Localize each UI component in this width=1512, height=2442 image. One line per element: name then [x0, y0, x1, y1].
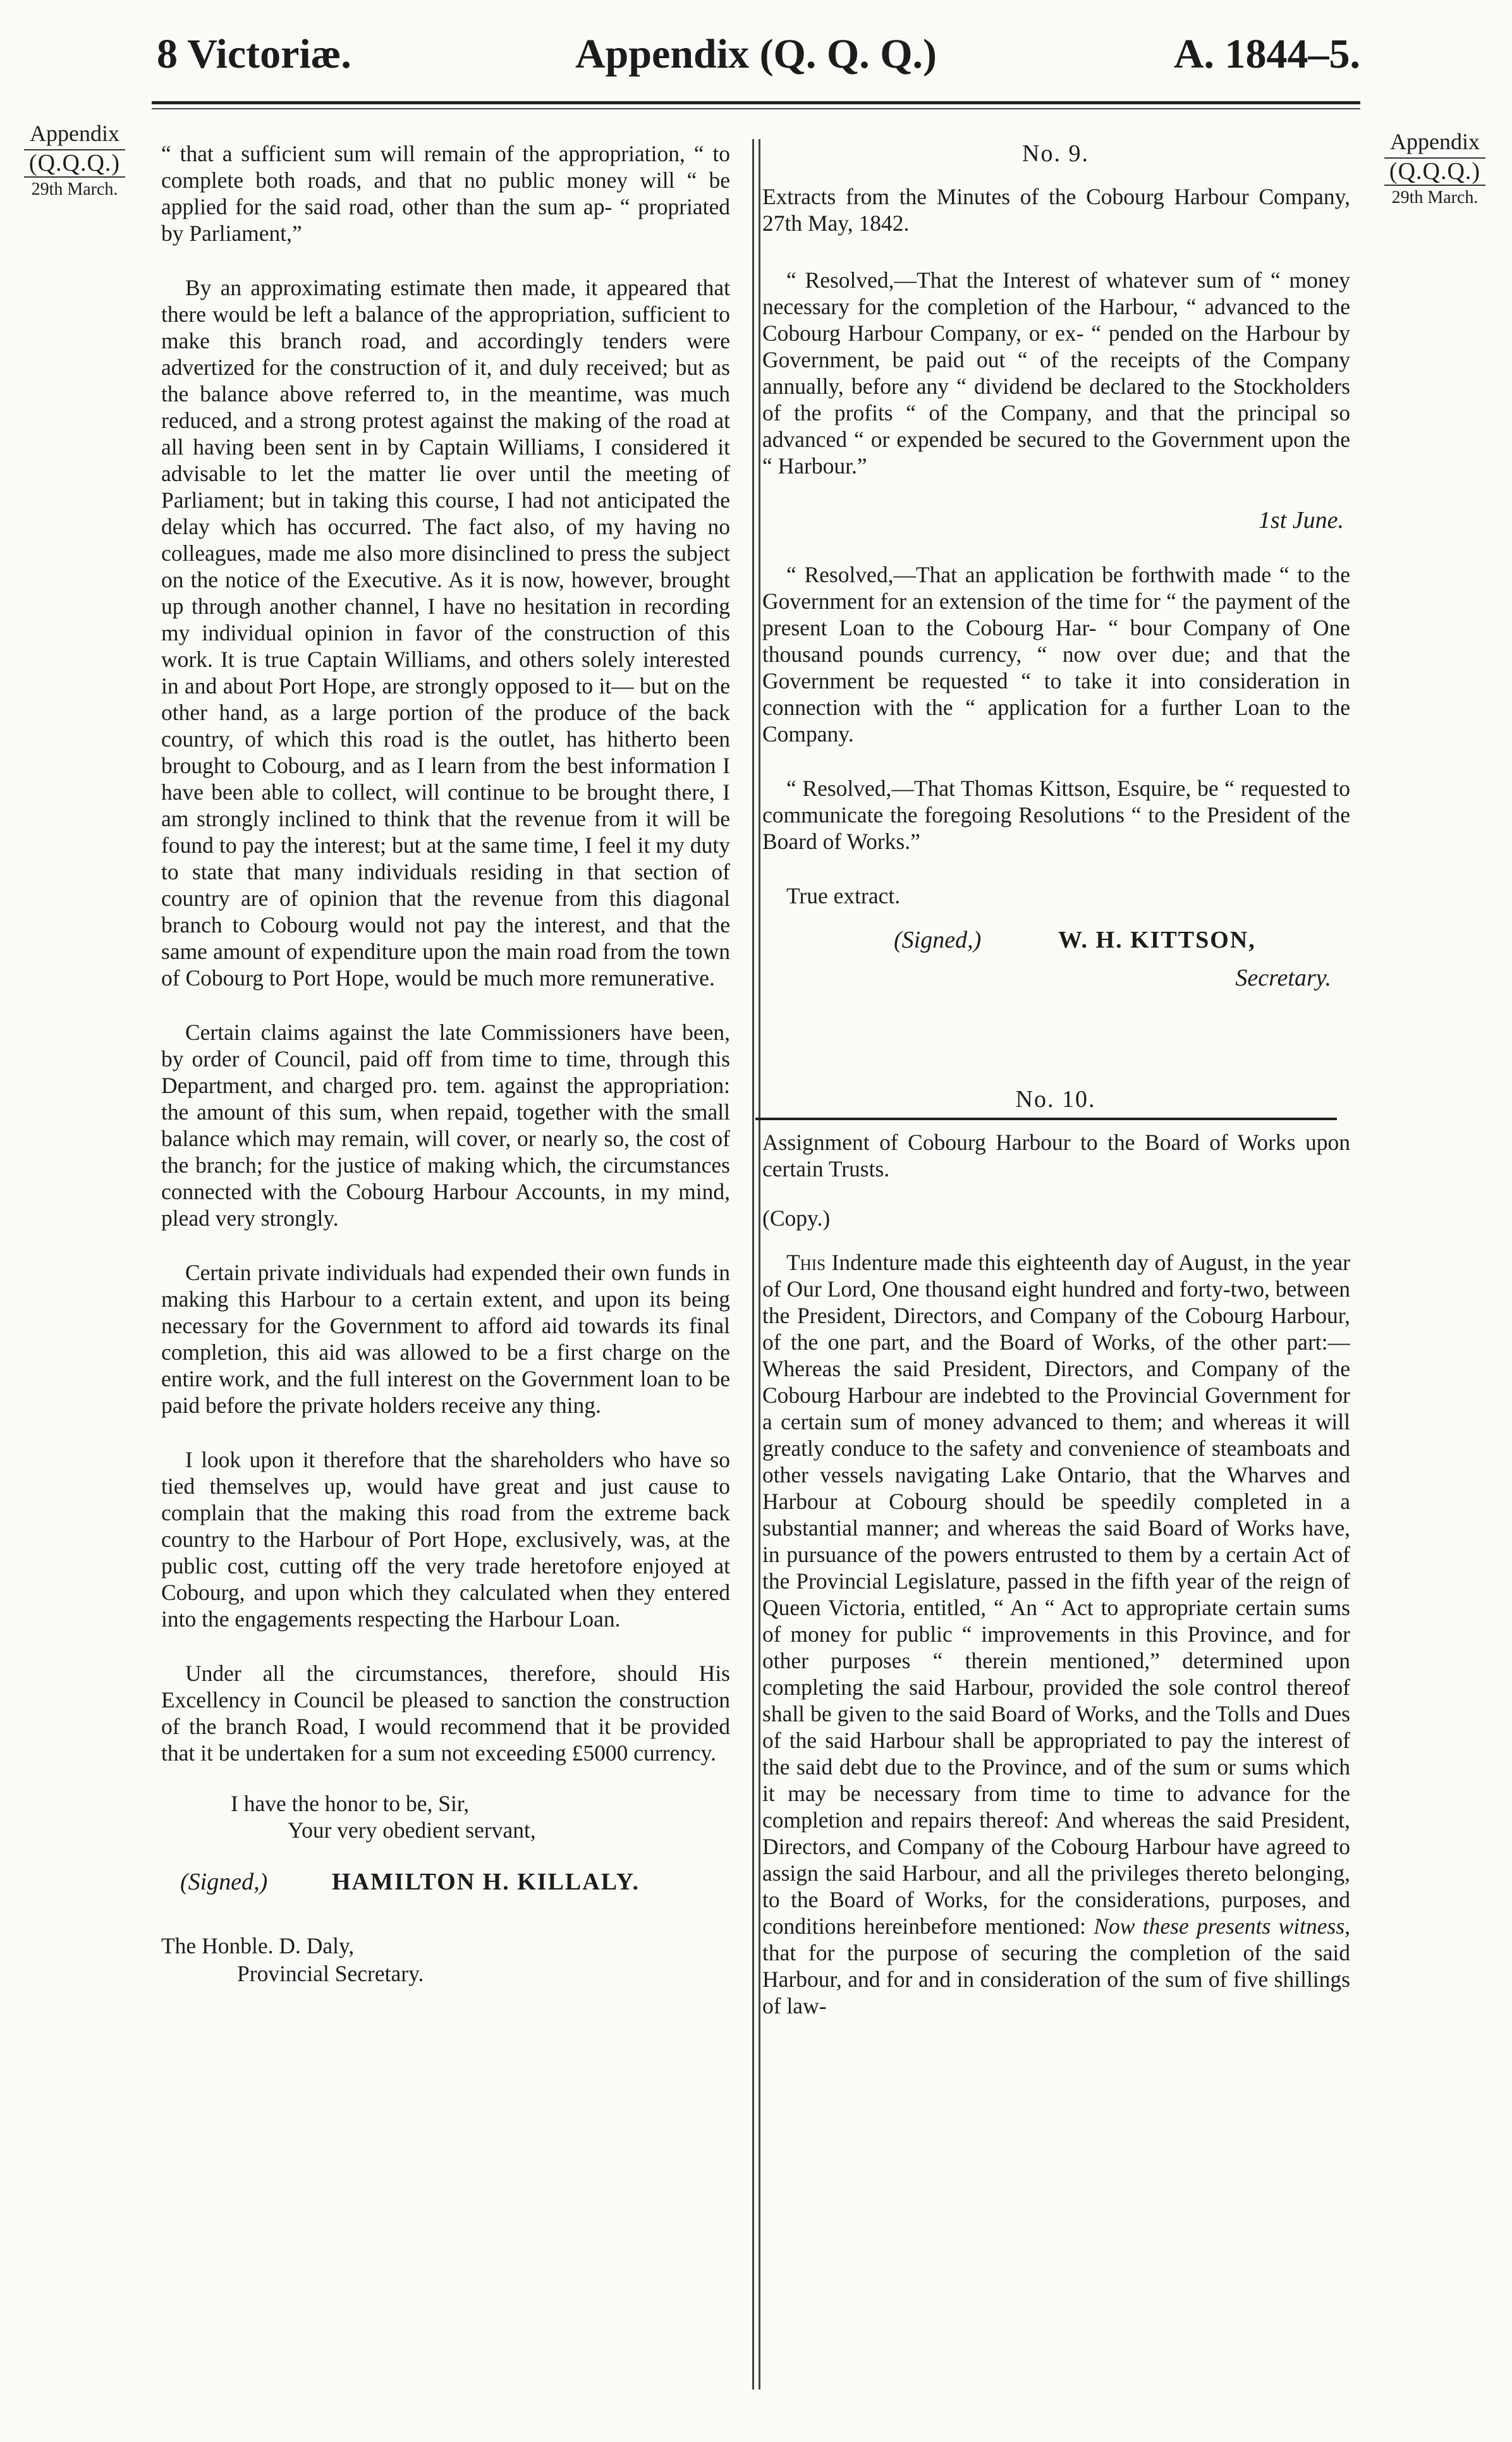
resolution: “ Resolved,—That the Interest of whatever sum of “ money necessary for the completion of the Harbour, “ advanced to the Cobourg Harbour Company, or ex- “ pended on the Harbour by Government, be paid out “ of the receipts of the Company annually, before any “ dividend be declared to the Stockholders of the profits “ of the Company, and that the principal so advanced “ or expended be secured to the Government upon the “ Harbour.” — [762, 267, 1350, 479]
indenture-text — [761, 1249, 1350, 2019]
margin-note-code: (Q.Q.Q.) — [24, 149, 125, 178]
signature-line — [761, 927, 1350, 965]
header-year: A. 1844–5. — [1173, 31, 1360, 77]
resolution: “ Resolved,—That Thomas Kittson, Esquire, be “ requested to communicate the foregoing Resolutions “ to the President of the Board of Works.” — [762, 776, 1350, 854]
left-column — [161, 140, 730, 1987]
closing-line: Your very obedient servant, — [288, 1817, 536, 1843]
margin-note-right — [1372, 130, 1498, 208]
signer-name: W. H. KITTSON, — [1058, 927, 1256, 953]
margin-note-label: Appendix — [30, 121, 119, 146]
margin-note-date: 29th March. — [1391, 188, 1478, 208]
signer-name: HAMILTON H. KILLALY. — [332, 1869, 640, 1895]
addressee-name: The Honble. D. Daly, — [161, 1933, 355, 1958]
running-header — [152, 30, 1360, 100]
header-appendix: Appendix (Q. Q. Q.) — [575, 31, 937, 77]
closing-line: I have the honor to be, Sir, — [231, 1791, 470, 1816]
indenture-lead: This — [786, 1250, 826, 1275]
document-heading-9: Extracts from the Minutes of the Cobourg Harbour Company, 27th May, 1842. — [762, 184, 1350, 236]
signed-label: (Signed,) — [894, 927, 982, 953]
quote-continuation: “ that a sufficient sum will remain of the appropriation, “ to complete both roads, and that no public money will “ be applied for the said road, other than the sum ap- “ propriated by Parliament,” — [161, 141, 730, 246]
spacer — [761, 991, 1350, 1086]
paragraph: Under all the circumstances, therefore, should His Excellency in Council be pleased to sanction the construction of the branch Road, I would recommend that it be provided that it be undertaken for a sum not exceeding £5000 currency. — [161, 1661, 730, 1766]
header-rule — [152, 101, 1360, 104]
margin-note-date: 29th March. — [31, 180, 118, 200]
section-rule — [755, 1118, 1337, 1120]
document-heading-10: Assignment of Cobourg Harbour to the Board of Works upon certain Trusts. — [762, 1130, 1350, 1181]
true-extract: True extract. — [786, 883, 901, 908]
signer-title: Secretary. — [1235, 965, 1331, 991]
right-column — [752, 140, 1350, 2047]
header-rule-thin — [152, 108, 1360, 109]
signature-line — [161, 1869, 730, 1907]
addressee — [161, 1932, 730, 1987]
margin-note-label: Appendix — [1390, 129, 1480, 154]
paragraph: Certain claims against the late Commissioners have been, by order of Council, paid off from time to time, through this Department, and charged pro. tem. against the appropriation: the amount of this sum, when repaid, together with the small balance which may remain, will cover, or nearly so, the cost of the branch; for the justice of making which, the circumstances connected with the Cobourg Harbour Accounts, in my mind, plead very strongly. — [161, 1020, 730, 1231]
witness-rest: that for the purpose of securing the completion of the said Harbour, and for and in consideration of the sum of five shillings of law- — [762, 1940, 1350, 2018]
date-line: 1st June. — [1258, 507, 1344, 534]
margin-note-left — [11, 121, 138, 200]
document-number-9: No. 9. — [1022, 140, 1089, 167]
document-number-10: No. 10. — [1015, 1086, 1096, 1113]
letter-signature-block — [161, 1790, 730, 1987]
header-session: 8 Victoriæ. — [157, 31, 351, 77]
copy-label: (Copy.) — [762, 1206, 831, 1231]
paragraph: I look upon it therefore that the shareholders who have so tied themselves up, would have great and just cause to complain that the making this road from the extreme back country to the Harbour of Port Hope, exclusively, was, at the public cost, cutting off the very trade heretofore enjoyed at Cobourg, and upon which they calculated when they entered into the engagements respecting the Harbour Loan. — [161, 1447, 730, 1632]
addressee-title: Provincial Secretary. — [237, 1961, 424, 1986]
signed-label: (Signed,) — [180, 1869, 268, 1895]
indenture-body: Indenture made this eighteenth day of August, in the year of Our Lord, One thousand eight hundred and forty-two, between the President, Directors, and Company of the Cobourg Harbour, of the one part, and the Board of Works, of the other part:—Whereas the said President, Directors, and Company of the Cobourg Harbour are indebted to the Provincial Government for a certain sum of money advanced to them; and whereas it will greatly conduce to the safety and convenience of steamboats and other vessels navigating Lake Ontario, that the Wharves and Harbour at Cobourg should be speedily completed in a substantial manner; and whereas the said Board of Works have, in pursuance of the powers entrusted to them by a certain Act of the Provincial Legislature, passed in the fifth year of the reign of Queen Victoria, entitled, “ An “ Act to appropriate certain sums of money for public “ improvements in this Province, and for other purposes “ therein mentioned,” determined upon completing the said Harbour, provided the sole control thereof shall be given to the said Board of Works, and the Tolls and Dues of the said Harbour shall be appropriated to pay the interest of the said debt due to the Province, and of the sum or sums which it may be necessary from time to time to advance for the completion and repairs thereof: And whereas the said President, Directors, and Company of the Cobourg Harbour have agreed to assign the said Harbour, and all the privileges thereto belonging, to the Board of Works, for the considerations, purposes, and conditions hereinbefore mentioned: — [762, 1250, 1350, 1939]
paragraph: Certain private individuals had expended their own funds in making this Harbour to a certain extent, and upon its being necessary for the Government to afford aid towards its final completion, this aid was allowed to be a first charge on the entire work, and the full interest on the Government loan to be paid before the private holders receive any thing. — [161, 1260, 730, 1418]
margin-note-code: (Q.Q.Q.) — [1384, 157, 1485, 186]
resolution: “ Resolved,—That an application be forthwith made “ to the Government for an extension of the time for “ the payment of the present Loan to the Cobourg Har- “ bour Company of One thousand pounds currency, “ now over due; and that the Government be requested “ to take it into consideration in connection with the “ application for a further Loan to the Company. — [762, 562, 1350, 747]
paragraph: By an approximating estimate then made, it appeared that there would be left a balance of the appropriation, sufficient to make this branch road, and accordingly tenders were advertized for the construction of it, and duly received; but as the balance above referred to, in the meantime, was much reduced, and a strong protest against the making of the road at all having been sent in by Captain Williams, I considered it advisable to let the matter lie over until the meeting of Parliament; but in taking this course, I had not anticipated the delay which has occurred. The fact also, of my having no colleagues, made me also more disinclined to press the subject on the notice of the Executive. As it is now, however, brought up through another channel, I have no hesitation in recording my individual opinion in favor of the construction of this work. It is true Captain Williams, and others solely interested in and about Port Hope, are strongly opposed to it— but on the other hand, as a large portion of the produce of the back country, of which this road is the outlet, has hitherto been brought to Cobourg, and as I learn from the best information I have been able to collect, will continue to be brought there, I am strongly inclined to think that the revenue from it will be found to pay the interest; but at the same time, I feel it my duty to state that many individuals residing in that section of country are of opinion that the revenue from this diagonal branch to Cobourg would not pay the interest, and that the same amount of expenditure upon the main road from the town of Cobourg to Port Hope, would be much more remunerative. — [161, 275, 730, 991]
right-column-inner — [752, 140, 1350, 2019]
witness-lead: Now these presents witness, — [1094, 1914, 1351, 1939]
